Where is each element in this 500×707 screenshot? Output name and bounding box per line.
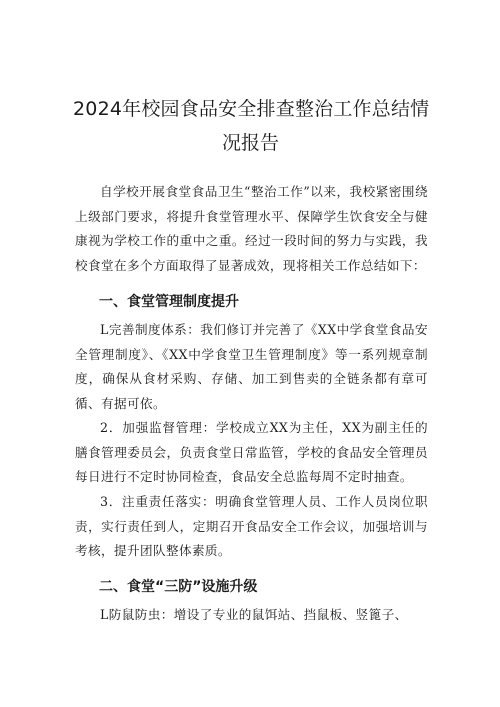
document-title: 2024年校园食品安全排查整治工作总结情	[73, 98, 430, 120]
intro-paragraph: 自学校开展食堂食品卫生“整治工作”以来，我校紧密围绕上级部门要求，将提升食堂管理水平、保障学生饮食安全与健康视为学校工作的重中之重。经过一段时间的努力与实践，我校食堂在多个方面取得了显著成效，现将相关工作总结如下：	[75, 184, 428, 273]
document-title-continued: 况报告	[222, 132, 280, 154]
section1-item-1: L完善制度体系：我们修订并完善了《XX中学食堂食品安全管理制度》、《XX中学食堂卫生管理制度》等一系列规章制度，确保从食材采购、存储、加工到售卖的全链条都有章可循、有据可依。	[75, 322, 428, 411]
section1-item-3: 3．注重责任落实：明确食堂管理人员、工作人员岗位职责，实行责任到人，定期召开食品安全工作会议，加强培训与考核，提升团队整体素质。	[75, 494, 428, 559]
section2-item-1: L防鼠防虫：增设了专业的鼠饵站、挡鼠板、竖篦子、	[100, 607, 408, 622]
section-heading-management: 一、食堂管理制度提升	[99, 294, 239, 310]
section1-item-2: 2．加强监督管理：学校成立XX为主任，XX为副主任的膳食管理委员会，负责食堂日常监管，学校的食品安全管理员每日进行不定时协同检查，食品安全总监每周不定时抽查。	[75, 420, 428, 485]
section-heading-facilities: 二、食堂“三防”设施升级	[99, 579, 258, 595]
